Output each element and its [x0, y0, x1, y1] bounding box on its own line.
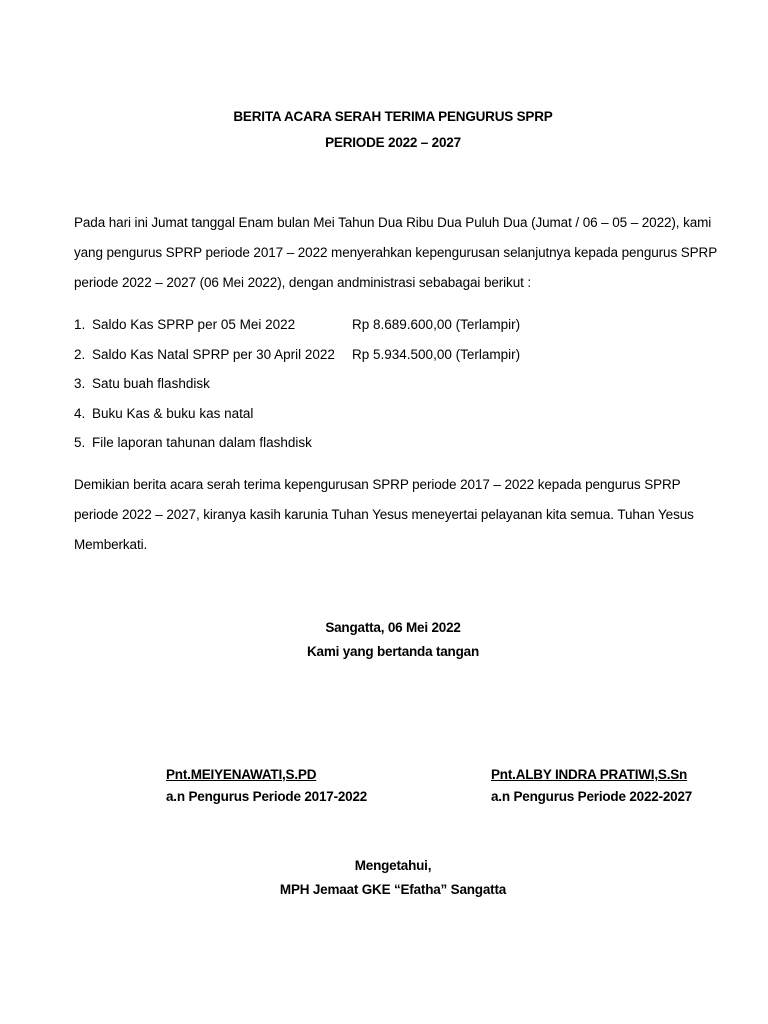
item-label: Saldo Kas Natal SPRP per 30 April 2022 [92, 346, 335, 362]
item-value [352, 369, 714, 399]
opening-paragraph: Pada hari ini Jumat tanggal Enam bulan Mei Tahun Dua Ribu Dua Puluh Dua (Jumat / 06 – 05 – 2022), kami yang pengurus SPRP periode 2017 – 2022 menyerahkan kepengurusan selanjutnya kepada pengurus SPRP periode 2022 – 2027 (06 Mei 2022), dengan andministrasi sebabagai berikut : [74, 215, 717, 290]
title-line-2: PERIODE 2022 – 2027 [325, 135, 461, 150]
item-label: Saldo Kas SPRP per 05 Mei 2022 [92, 317, 296, 332]
acknowledged-by: MPH Jemaat GKE “Efatha” Sangatta [279, 882, 507, 897]
item-value [352, 428, 714, 458]
handover-item-list [74, 310, 714, 458]
item-number: 5. [74, 435, 86, 450]
list-item [74, 310, 714, 340]
signatory-left [166, 764, 367, 808]
acknowledgement-block [0, 854, 768, 902]
item-value: Rp 8.689.600,00 (Terlampir) [352, 317, 521, 332]
item-number: 3. [74, 376, 86, 391]
place-date: Sangatta, 06 Mei 2022 [325, 620, 461, 635]
signatory-right-name: Pnt.ALBY INDRA PRATIWI,S.Sn [491, 767, 688, 782]
list-item [74, 399, 714, 429]
list-item [74, 369, 714, 399]
item-number: 1. [74, 317, 86, 332]
list-item [74, 340, 714, 370]
item-label: Buku Kas & buku kas natal [92, 405, 254, 421]
item-label: File laporan tahunan dalam flashdisk [92, 435, 312, 450]
signatory-right-role: a.n Pengurus Periode 2022-2027 [491, 789, 693, 804]
item-number: 4. [74, 405, 86, 421]
list-item [74, 428, 714, 458]
signatory-left-name: Pnt.MEIYENAWATI,S.PD [166, 767, 317, 782]
title-line-1: BERITA ACARA SERAH TERIMA PENGURUS SPRP [233, 109, 553, 124]
signed-by-label: Kami yang bertanda tangan [306, 644, 480, 659]
item-label: Satu buah flashdisk [92, 376, 210, 391]
signatory-left-role: a.n Pengurus Periode 2017-2022 [166, 789, 368, 804]
item-value: Rp 5.934.500,00 (Terlampir) [352, 346, 521, 362]
document-title [0, 104, 768, 156]
item-number: 2. [74, 346, 86, 362]
signatory-right [491, 764, 692, 808]
place-date-block [0, 616, 768, 664]
closing-paragraph: Demikian berita acara serah terima kepengurusan SPRP periode 2017 – 2022 kepada pengurus SPRP periode 2022 – 2027, kiranya kasih karunia Tuhan Yesus meneyertai pelayanan kita semua. Tuhan Yesus Memberkati. [74, 477, 694, 552]
item-value [352, 399, 714, 429]
acknowledged-label: Mengetahui, [354, 858, 432, 873]
